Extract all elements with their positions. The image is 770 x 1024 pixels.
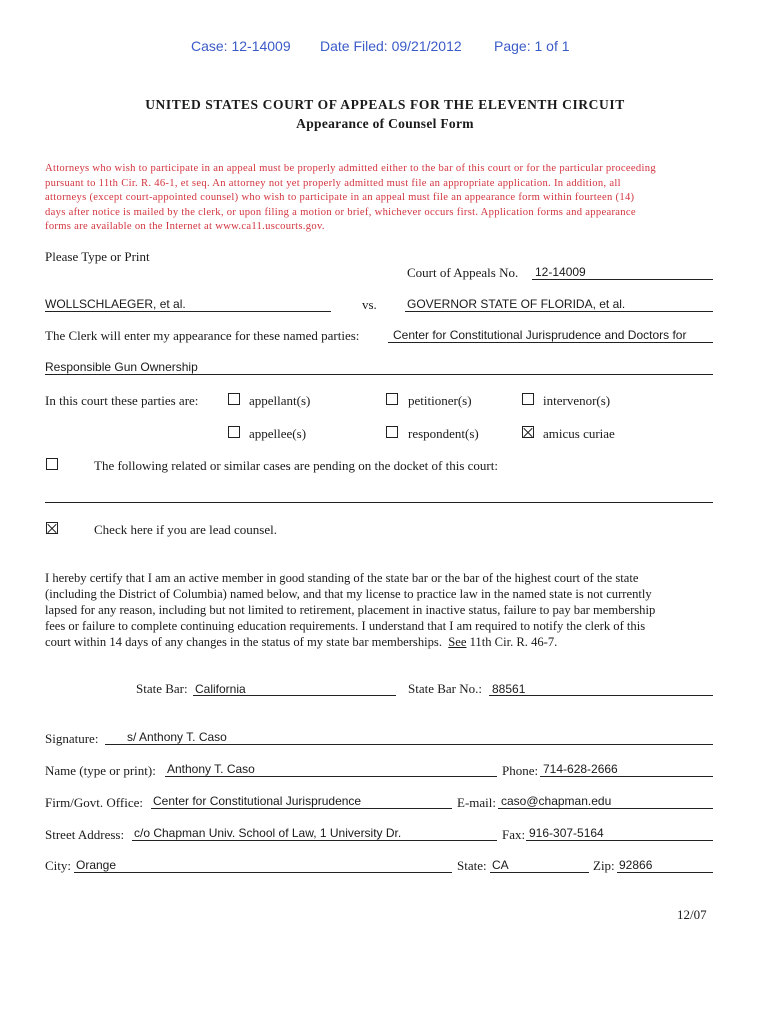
phone-underline xyxy=(540,776,713,777)
petitioner-label: petitioner(s) xyxy=(408,393,472,408)
court-title: UNITED STATES COURT OF APPEALS FOR THE ELEVENTH CIRCUIT xyxy=(145,97,625,112)
email-field[interactable]: caso@chapman.edu xyxy=(501,794,612,808)
signature-label: Signature: xyxy=(45,731,99,746)
street-underline xyxy=(132,840,497,841)
phone-label: Phone: xyxy=(502,763,539,778)
city-label: City: xyxy=(45,858,72,873)
fax-label: Fax: xyxy=(502,827,526,842)
petitioner-checkbox[interactable] xyxy=(386,393,398,405)
party-left-underline xyxy=(45,311,331,312)
name-underline xyxy=(165,776,497,777)
related-cases-line[interactable] xyxy=(45,502,713,503)
court-no-label: Court of Appeals No. xyxy=(407,265,519,280)
bar-no-label: State Bar No.: xyxy=(408,681,483,696)
related-cases-label: The following related or similar cases are pending on the docket of this court: xyxy=(94,458,498,473)
email-label: E-mail: xyxy=(457,795,496,810)
amicus-checkbox[interactable] xyxy=(522,426,534,438)
party-left-field[interactable]: WOLLSCHLAEGER, et al. xyxy=(45,297,186,311)
respondent-checkbox[interactable] xyxy=(386,426,398,438)
street-field[interactable]: c/o Chapman Univ. School of Law, 1 University Dr. xyxy=(134,826,402,840)
revision-date: 12/07 xyxy=(677,907,707,922)
amicus-label: amicus curiae xyxy=(543,426,615,441)
clerk-label: The Clerk will enter my appearance for these named parties: xyxy=(45,328,360,343)
fax-underline xyxy=(526,840,713,841)
appellant-checkbox[interactable] xyxy=(228,393,240,405)
rule-reference: 11th Cir. R. 46-7. xyxy=(466,635,558,649)
appellee-checkbox[interactable] xyxy=(228,426,240,438)
notice-line: attorneys (except court-appointed counsel) who wish to participate in an appeal must file an appearance form within fourteen (14) xyxy=(45,192,635,203)
certification-line: lapsed for any reason, including but not limited to retirement, placement in inactive status, failure to pay bar membership xyxy=(45,603,656,617)
intervenor-label: intervenor(s) xyxy=(543,393,611,408)
office-label: Firm/Govt. Office: xyxy=(45,795,143,810)
certification-paragraph xyxy=(45,570,655,650)
certification-line: I hereby certify that I am an active member in good standing of the state bar or the bar of the highest court of the state xyxy=(45,571,639,585)
name-label: Name (type or print): xyxy=(45,763,156,778)
state-bar-label: State Bar: xyxy=(136,681,188,696)
state-underline xyxy=(490,872,589,873)
date-filed: Date Filed: 09/21/2012 xyxy=(320,38,462,54)
office-field[interactable]: Center for Constitutional Jurisprudence xyxy=(153,794,362,808)
clerk-parties-underline-1 xyxy=(388,342,713,343)
certification-last-text: court within 14 days of any changes in the status of my state bar memberships. xyxy=(45,635,442,649)
see-reference: See xyxy=(448,635,467,649)
intervenor-checkbox[interactable] xyxy=(522,393,534,405)
clerk-parties-field-2[interactable]: Responsible Gun Ownership xyxy=(45,360,198,374)
appellee-label: appellee(s) xyxy=(249,426,307,441)
city-underline xyxy=(74,872,452,873)
bar-no-underline xyxy=(489,695,713,696)
notice-line: pursuant to 11th Cir. R. 46-1, et seq. An attorney not yet properly admitted must file an appropriate application. In addition, all xyxy=(45,177,621,189)
case-number: Case: 12-14009 xyxy=(191,38,291,54)
state-bar-field[interactable]: California xyxy=(195,682,246,696)
zip-underline xyxy=(617,872,713,873)
phone-field[interactable]: 714-628-2666 xyxy=(543,762,618,776)
notice-line: Attorneys who wish to participate in an appeal must be properly admitted either to the bar of this court or for the particular proceeding xyxy=(45,163,656,174)
related-cases-checkbox[interactable] xyxy=(46,458,58,470)
state-field[interactable]: CA xyxy=(492,858,509,872)
signature-field[interactable]: s/ Anthony T. Caso xyxy=(127,730,227,744)
parties-are-label: In this court these parties are: xyxy=(45,393,199,408)
state-label: State: xyxy=(457,858,487,873)
lead-counsel-checkbox[interactable] xyxy=(46,522,58,534)
city-field[interactable]: Orange xyxy=(76,858,117,872)
certification-line: (including the District of Columbia) named below, and that my license to practice law in the named state is not currently xyxy=(45,587,652,601)
notice-line: forms are available on the Internet at www.ca11.uscourts.gov. xyxy=(45,221,325,232)
notice-line: days after notice is mailed by the clerk, or upon filing a motion or brief, whichever occurs first. Application forms and appearance xyxy=(45,206,636,218)
signature-underline xyxy=(105,744,713,745)
zip-label: Zip: xyxy=(593,858,615,873)
clerk-parties-underline-2 xyxy=(45,374,713,375)
party-right-field[interactable]: GOVERNOR STATE OF FLORIDA, et al. xyxy=(407,297,626,311)
clerk-parties-field-1[interactable]: Center for Constitutional Jurisprudence and Doctors for xyxy=(393,328,687,342)
party-right-underline xyxy=(405,311,713,312)
court-no-underline xyxy=(532,279,713,280)
vs-label: vs. xyxy=(362,297,377,312)
lead-counsel-label: Check here if you are lead counsel. xyxy=(94,522,278,537)
appellant-label: appellant(s) xyxy=(249,393,311,408)
certification-line xyxy=(45,634,655,650)
street-label: Street Address: xyxy=(45,827,125,842)
please-type-label: Please Type or Print xyxy=(45,249,150,264)
certification-line: fees or failure to complete continuing education requirements. I understand that I am required to notify the clerk of this xyxy=(45,619,646,633)
respondent-label: respondent(s) xyxy=(408,426,479,441)
notice-paragraph xyxy=(45,162,656,235)
name-field[interactable]: Anthony T. Caso xyxy=(167,762,255,776)
court-no-field[interactable]: 12-14009 xyxy=(535,265,586,279)
bar-no-field[interactable]: 88561 xyxy=(492,682,526,696)
fax-field[interactable]: 916-307-5164 xyxy=(529,826,604,840)
state-bar-underline xyxy=(193,695,396,696)
form-title: Appearance of Counsel Form xyxy=(296,116,474,131)
zip-field[interactable]: 92866 xyxy=(619,858,653,872)
email-underline xyxy=(498,808,713,809)
page-number: Page: 1 of 1 xyxy=(494,38,570,54)
office-underline xyxy=(151,808,452,809)
